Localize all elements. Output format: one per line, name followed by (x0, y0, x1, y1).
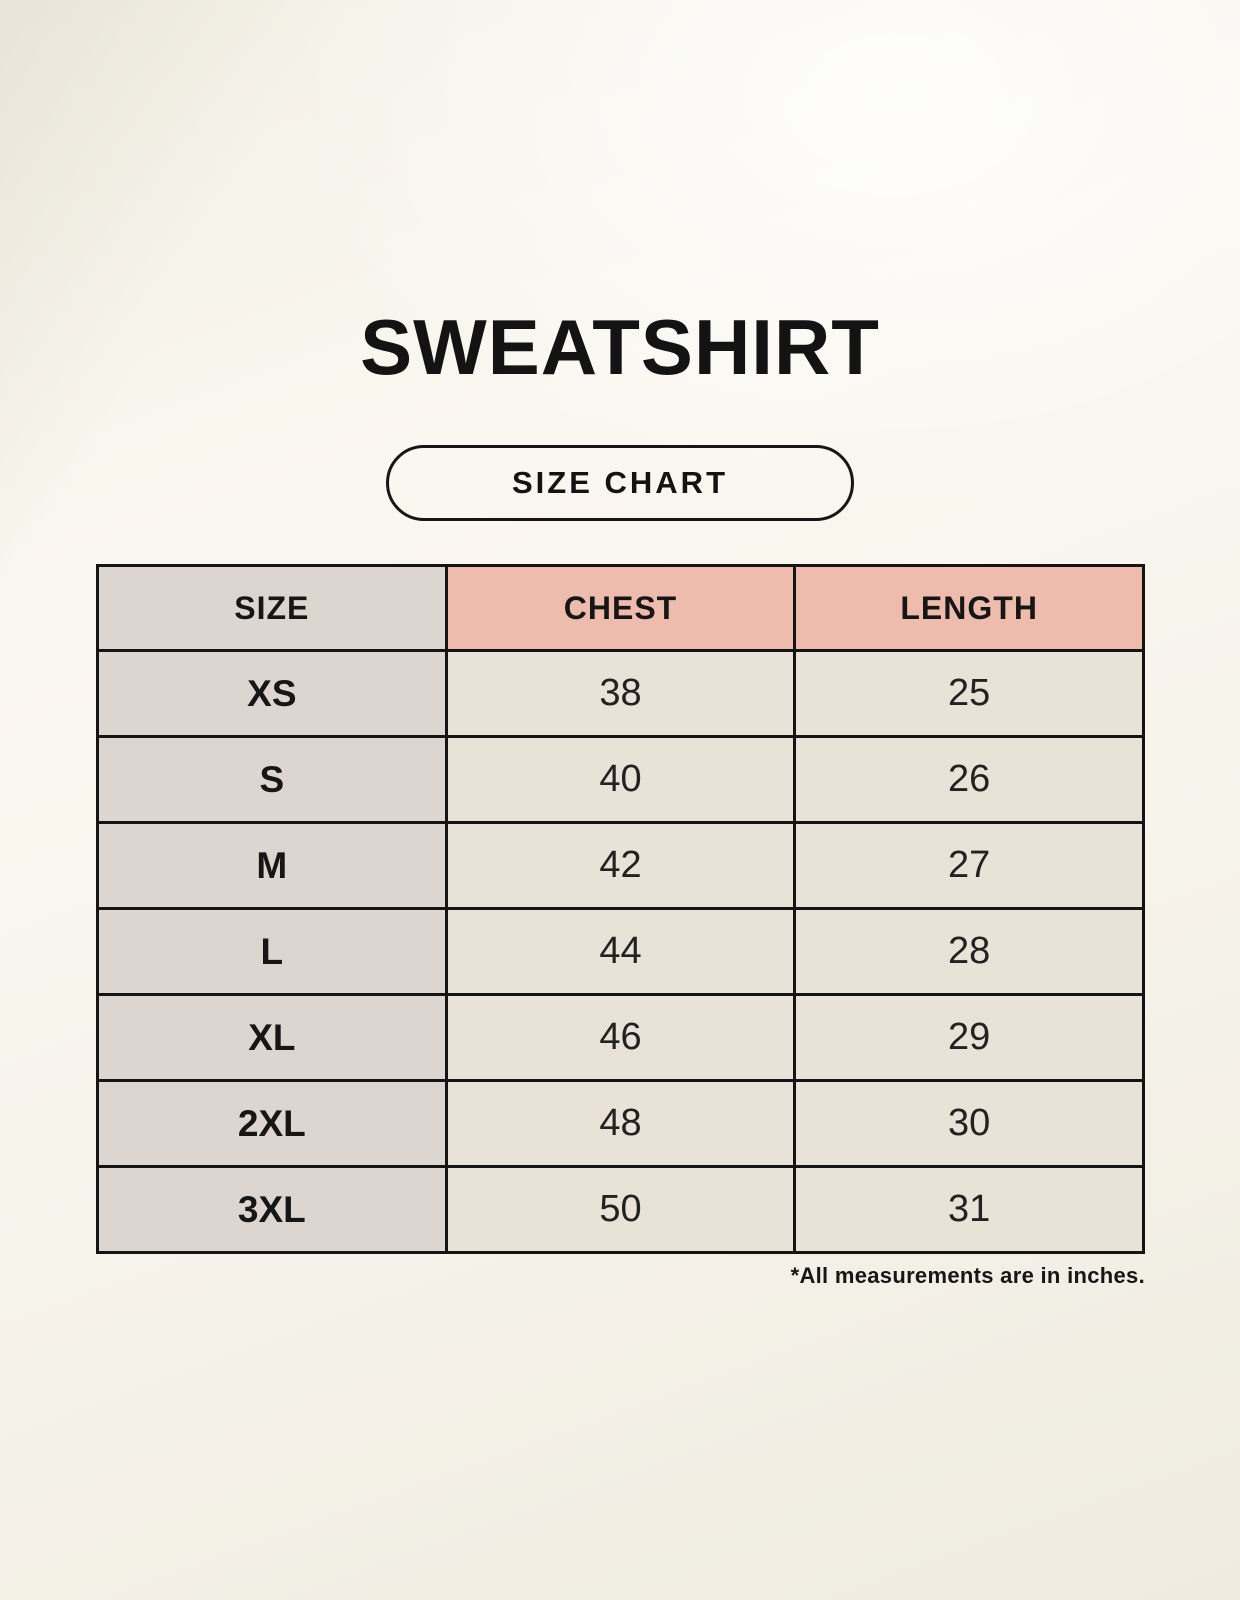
table-row (98, 651, 1144, 737)
length-cell: 27 (795, 823, 1144, 909)
size-chart-badge-label: SIZE CHART (512, 465, 728, 500)
chest-cell: 46 (446, 995, 795, 1081)
size-chart-badge[interactable] (386, 445, 854, 521)
table-row (98, 1081, 1144, 1167)
length-cell: 28 (795, 909, 1144, 995)
size-cell: 3XL (98, 1167, 447, 1253)
size-cell: M (98, 823, 447, 909)
chest-cell: 48 (446, 1081, 795, 1167)
table-row (98, 995, 1144, 1081)
size-cell: S (98, 737, 447, 823)
length-cell: 31 (795, 1167, 1144, 1253)
size-cell: XL (98, 995, 447, 1081)
length-cell: 26 (795, 737, 1144, 823)
table-row (98, 823, 1144, 909)
table-row (98, 909, 1144, 995)
length-cell: 29 (795, 995, 1144, 1081)
measurements-footnote: *All measurements are in inches. (790, 1263, 1145, 1288)
size-cell: L (98, 909, 447, 995)
table-row (98, 737, 1144, 823)
table-header-row (98, 566, 1144, 651)
length-cell: 25 (795, 651, 1144, 737)
chest-cell: 38 (446, 651, 795, 737)
chest-cell: 42 (446, 823, 795, 909)
chest-cell: 40 (446, 737, 795, 823)
chest-cell: 44 (446, 909, 795, 995)
column-header-size: SIZE (98, 566, 447, 651)
size-chart-table (96, 564, 1145, 1254)
chest-cell: 50 (446, 1167, 795, 1253)
column-header-chest: CHEST (446, 566, 795, 651)
column-header-length: LENGTH (795, 566, 1144, 651)
table-row (98, 1167, 1144, 1253)
length-cell: 30 (795, 1081, 1144, 1167)
page-title: SWEATSHIRT (360, 303, 880, 391)
size-cell: 2XL (98, 1081, 447, 1167)
size-cell: XS (98, 651, 447, 737)
